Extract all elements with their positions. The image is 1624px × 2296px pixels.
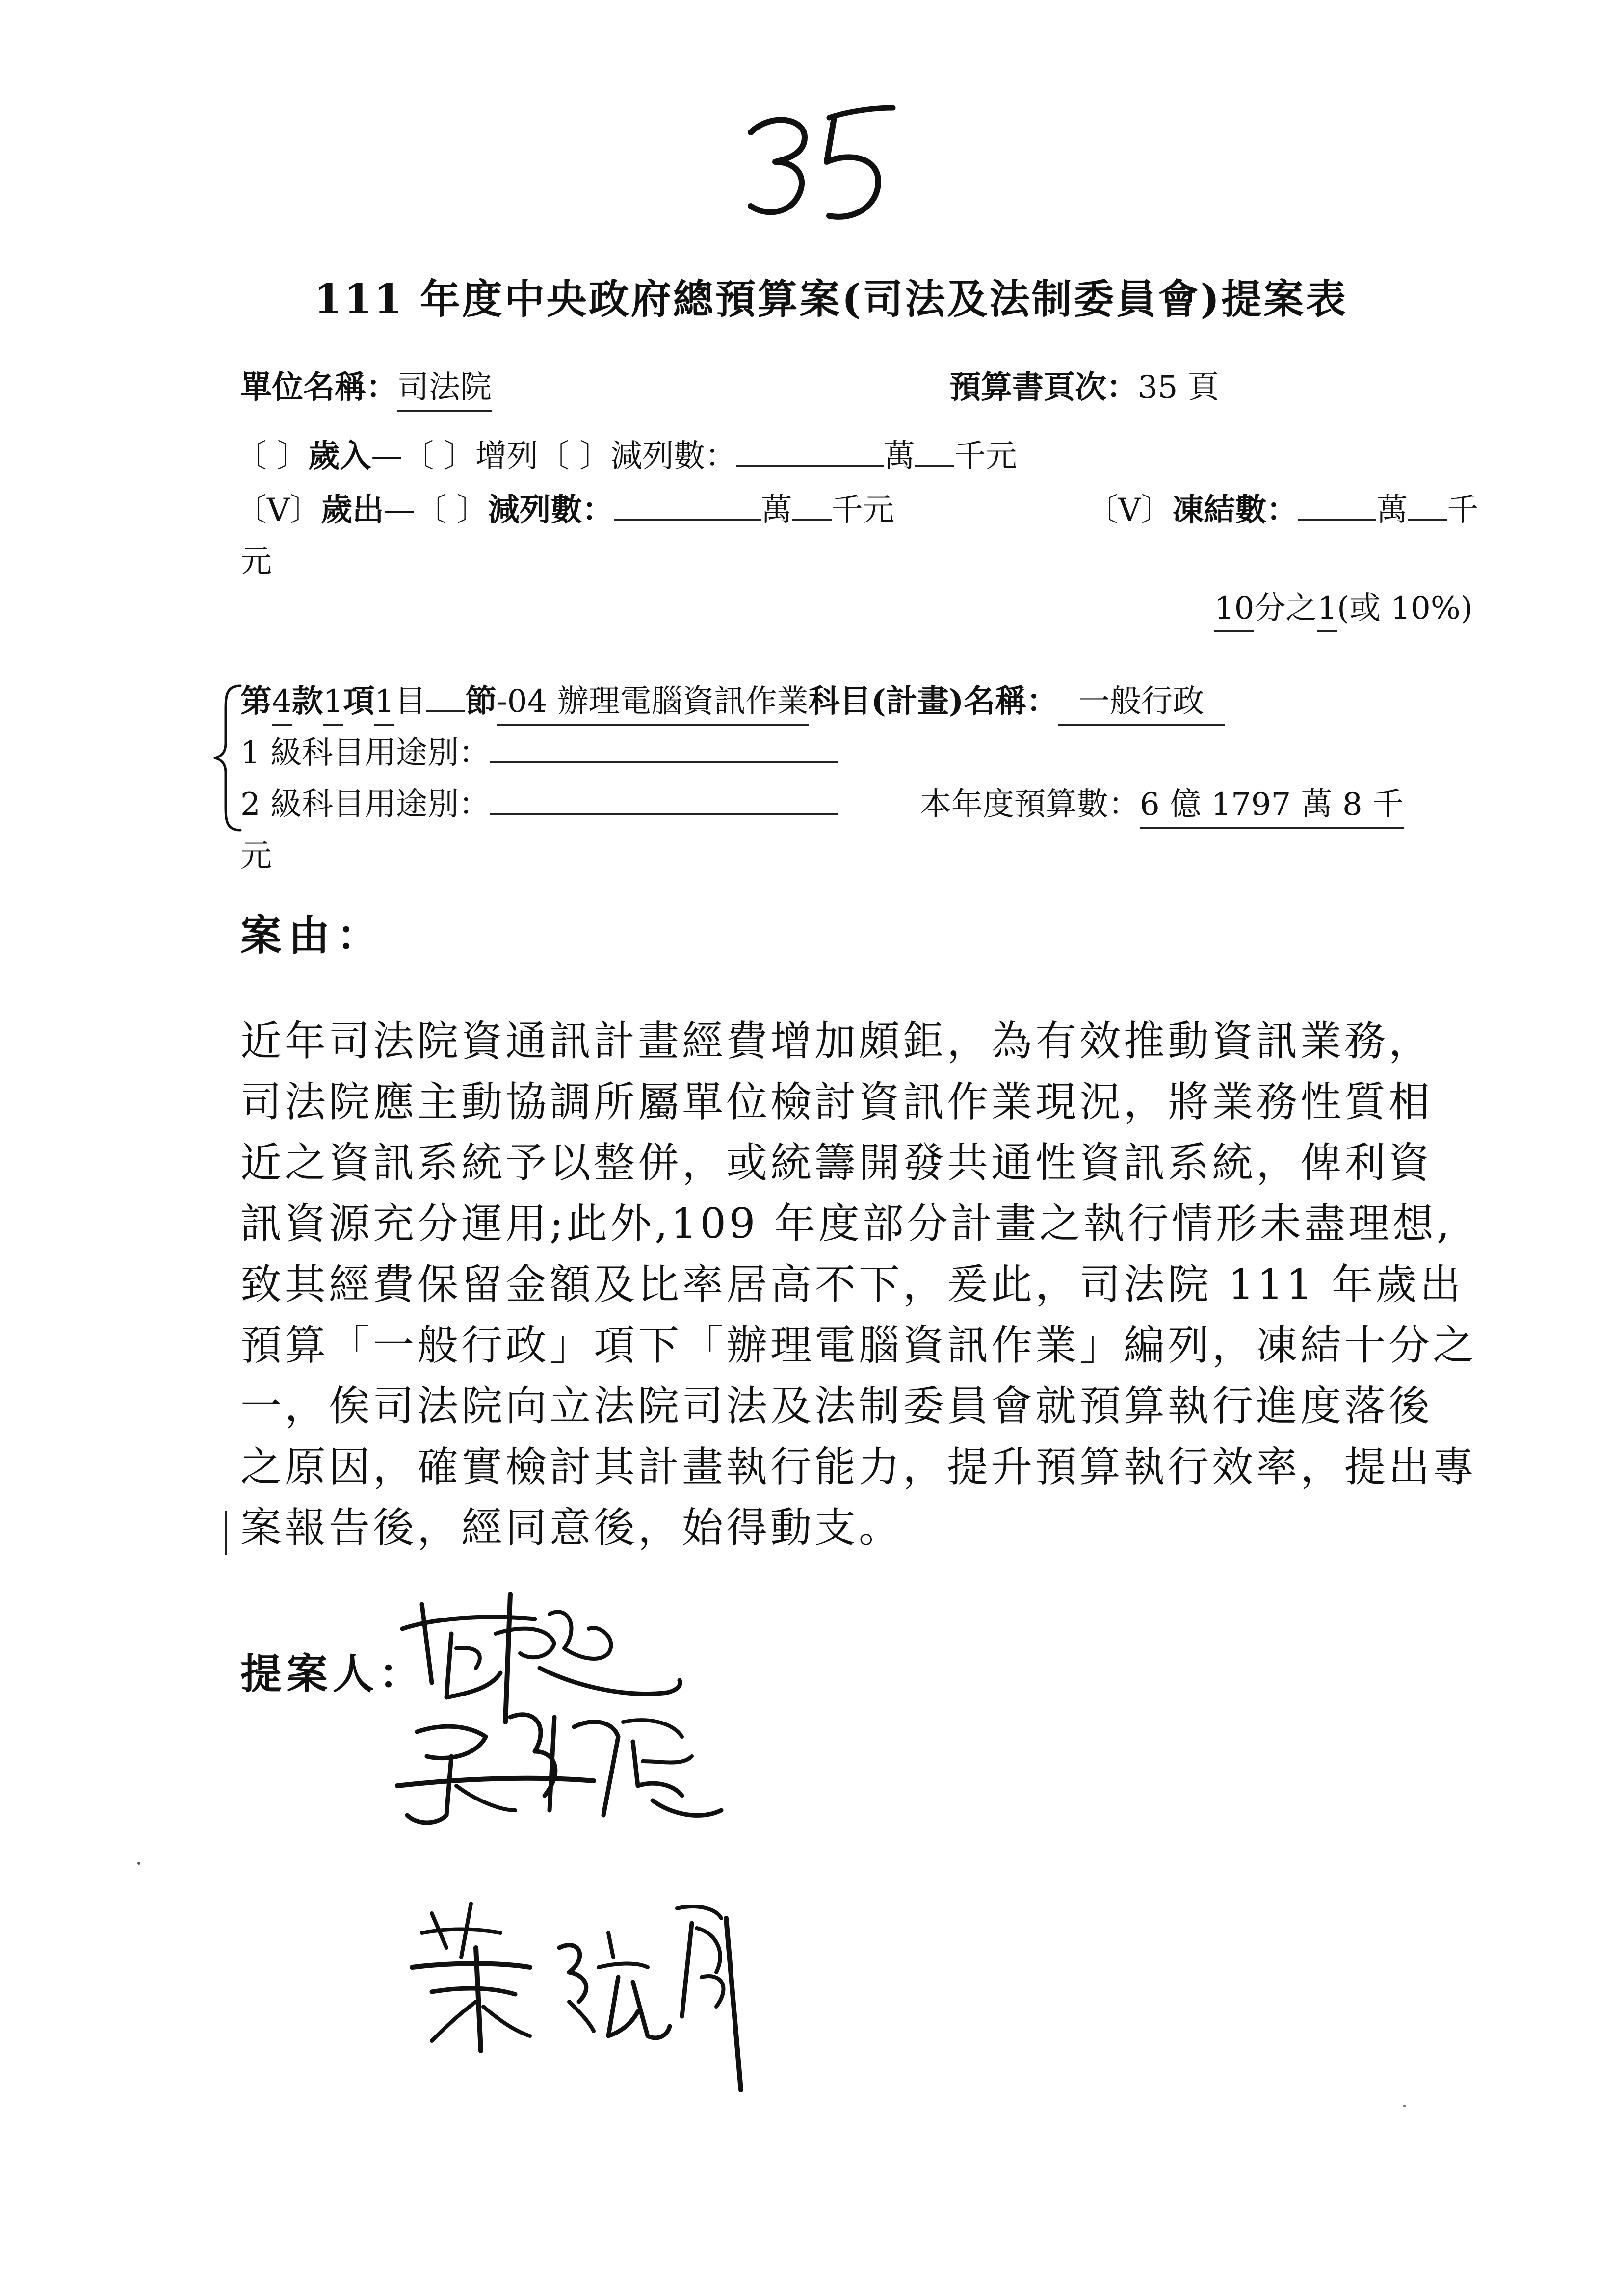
body-line: 近年司法院資通訊計畫經費增加頗鉅，為有效推動資訊業務， bbox=[240, 1017, 1433, 1065]
expenditure-unit-wan: 萬 bbox=[760, 492, 792, 528]
item-text-4: 目 bbox=[394, 683, 426, 720]
unit-label: 單位名稱： bbox=[240, 369, 397, 406]
level2-blank bbox=[490, 785, 838, 815]
item-text-1: 第 bbox=[240, 683, 272, 720]
signature-2 bbox=[388, 1688, 741, 1835]
expenditure-qian-blank bbox=[792, 491, 832, 521]
expenditure-unit-qian: 千元 bbox=[831, 492, 894, 528]
handwritten-page-number bbox=[731, 88, 927, 235]
budget-page-value: 35 頁 bbox=[1138, 369, 1219, 406]
expenditure-checkbox: 〔V〕 bbox=[236, 492, 321, 528]
item-text-2: 款 bbox=[291, 683, 323, 720]
scan-speck bbox=[1403, 2105, 1406, 2107]
budget-page-row bbox=[949, 365, 1219, 410]
item-code: -04 辦理電腦資訊作業 bbox=[497, 679, 808, 726]
item-text-5: 節 bbox=[465, 683, 497, 720]
item-row bbox=[240, 679, 1225, 726]
freeze-ratio-numerator: 10 bbox=[1214, 586, 1254, 632]
freeze-ratio-denominator: 1 bbox=[1317, 586, 1337, 632]
body-line: 致其經費保留金額及比率居高不下，爰此，司法院 111 年歲出 bbox=[240, 1260, 1464, 1308]
expenditure-option-check: 〔 〕 bbox=[415, 492, 488, 528]
revenue-option-add: 增列 bbox=[475, 438, 538, 474]
freeze-label: 凍結數： bbox=[1172, 492, 1298, 528]
signature-3 bbox=[402, 1889, 775, 2095]
level2-row bbox=[240, 783, 838, 827]
document-title: 111 年度中央政府總預算案(司法及法制委員會)提案表 bbox=[314, 276, 1348, 323]
body-line: 案報告後，經同意後，始得動支。 bbox=[240, 1504, 903, 1552]
level2-label: 2 級科目用途別： bbox=[240, 786, 491, 823]
body-line: 近之資訊系統予以整併，或統籌開發共通性資訊系統，俾利資 bbox=[240, 1139, 1433, 1187]
unit-row bbox=[240, 365, 492, 412]
revenue-row bbox=[236, 434, 1017, 478]
annual-budget-label: 本年度預算數： bbox=[920, 786, 1140, 823]
proposer-label: 提案人： bbox=[240, 1649, 425, 1698]
revenue-unit-qian: 千元 bbox=[954, 438, 1018, 474]
revenue-checkbox: 〔 〕 bbox=[236, 438, 309, 474]
level1-row bbox=[240, 731, 838, 775]
item-name: 一般行政 bbox=[1058, 679, 1225, 726]
item-jie-blank bbox=[426, 682, 465, 712]
expenditure-dash: — bbox=[384, 492, 416, 528]
revenue-dash: — bbox=[371, 438, 403, 474]
item-kuan: 4 bbox=[272, 679, 292, 726]
expenditure-option-cut: 減列數： bbox=[488, 492, 614, 528]
body-line: 訊資源充分運用;此外,109 年度部分計畫之執行情形未盡理想, bbox=[240, 1200, 1453, 1248]
body-line: 之原因，確實檢討其計畫執行能力，提升預算執行效率，提出專 bbox=[240, 1443, 1477, 1491]
revenue-option-check-2: 〔 〕 bbox=[538, 438, 611, 474]
body-line: 預算「一般行政」項下「辦理電腦資訊作業」編列，凍結十分之 bbox=[240, 1321, 1477, 1369]
level1-blank bbox=[490, 734, 838, 763]
level1-label: 1 級科目用途別： bbox=[240, 735, 491, 771]
revenue-option-cut: 減列數： bbox=[611, 438, 737, 474]
reason-label: 案由： bbox=[240, 911, 385, 960]
revenue-wan-blank bbox=[736, 437, 884, 467]
reason-body bbox=[240, 1011, 1477, 1558]
freeze-ratio bbox=[1214, 586, 1473, 632]
body-line: 司法院應主動協調所屬單位檢討資訊作業現況，將業務性質相 bbox=[240, 1078, 1433, 1126]
freeze-row bbox=[1087, 488, 1478, 532]
freeze-unit-wrap: 元 bbox=[240, 544, 272, 580]
revenue-qian-blank bbox=[915, 437, 954, 467]
annual-budget-tail: 元 bbox=[240, 838, 272, 874]
body-line: 一，俟司法院向立法院司法及法制委員會就預算執行進度落後 bbox=[240, 1382, 1433, 1430]
annual-budget-row bbox=[920, 783, 1404, 829]
scan-speck bbox=[137, 1862, 140, 1865]
freeze-qian-blank bbox=[1408, 491, 1447, 521]
freeze-unit-wan: 萬 bbox=[1376, 492, 1408, 528]
annual-budget-value: 6 億 1797 萬 8 千 bbox=[1140, 783, 1404, 829]
margin-mark bbox=[225, 1511, 227, 1555]
expenditure-category: 歲出 bbox=[321, 492, 384, 528]
revenue-unit-wan: 萬 bbox=[884, 438, 916, 474]
unit-value: 司法院 bbox=[397, 365, 492, 412]
item-xiang: 1 bbox=[323, 679, 343, 726]
freeze-ratio-suffix: (或 10%) bbox=[1337, 590, 1473, 626]
revenue-option-check-1: 〔 〕 bbox=[402, 438, 475, 474]
expenditure-row bbox=[236, 488, 894, 532]
freeze-checkbox: 〔V〕 bbox=[1087, 492, 1173, 528]
item-text-3: 項 bbox=[343, 683, 375, 720]
item-mu: 1 bbox=[374, 679, 394, 726]
freeze-wan-blank bbox=[1298, 491, 1376, 521]
item-text-6: 科目(計畫)名稱： bbox=[808, 683, 1058, 720]
revenue-category: 歲入 bbox=[308, 438, 371, 474]
budget-page-label: 預算書頁次： bbox=[949, 369, 1138, 406]
expenditure-wan-blank bbox=[614, 491, 761, 521]
freeze-unit-qian: 千 bbox=[1447, 492, 1479, 528]
freeze-ratio-mid: 分之 bbox=[1254, 590, 1317, 626]
